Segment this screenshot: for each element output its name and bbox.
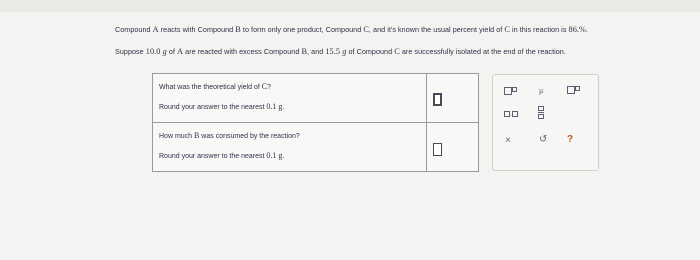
fraction-icon[interactable] [538, 106, 544, 119]
question-1-text [159, 83, 419, 123]
question-row-1 [153, 74, 478, 123]
answer-2-input[interactable] [433, 143, 442, 156]
column-divider [426, 74, 427, 171]
question-2-rounding: Round your answer to the nearest 0.1 g. [159, 151, 285, 160]
question-1-prompt: What was the theoretical yield of C? [159, 82, 271, 91]
question-1-rounding: Round your answer to the nearest 0.1 g. [159, 102, 285, 111]
help-icon[interactable]: ? [567, 134, 574, 145]
question-row-2 [153, 123, 478, 171]
top-shade [0, 0, 700, 12]
question-2-text [159, 132, 419, 172]
multiply-dot-icon[interactable]: · [504, 111, 518, 119]
problem-statement [115, 26, 695, 71]
problem-line-1: Compound A reacts with Compound B to form only one product, Compound C, and it's known the usual percent yield of C in this reaction is 86.%. [115, 25, 589, 34]
question-table [152, 73, 479, 172]
answer-1-input[interactable] [433, 93, 442, 106]
question-2-prompt: How much B was consumed by the reaction? [159, 131, 300, 140]
mu-icon[interactable]: μ [539, 86, 544, 95]
undo-icon[interactable]: ↺ [539, 134, 548, 145]
clear-icon[interactable]: × [505, 135, 511, 146]
subscript-superscript-icon[interactable] [504, 87, 517, 97]
problem-line-2: Suppose 10.0 g of A are reacted with excess Compound B, and 15.5 g of Compound C are successfully isolated at the end of the reaction. [115, 47, 566, 57]
superscript-icon[interactable] [567, 86, 580, 96]
